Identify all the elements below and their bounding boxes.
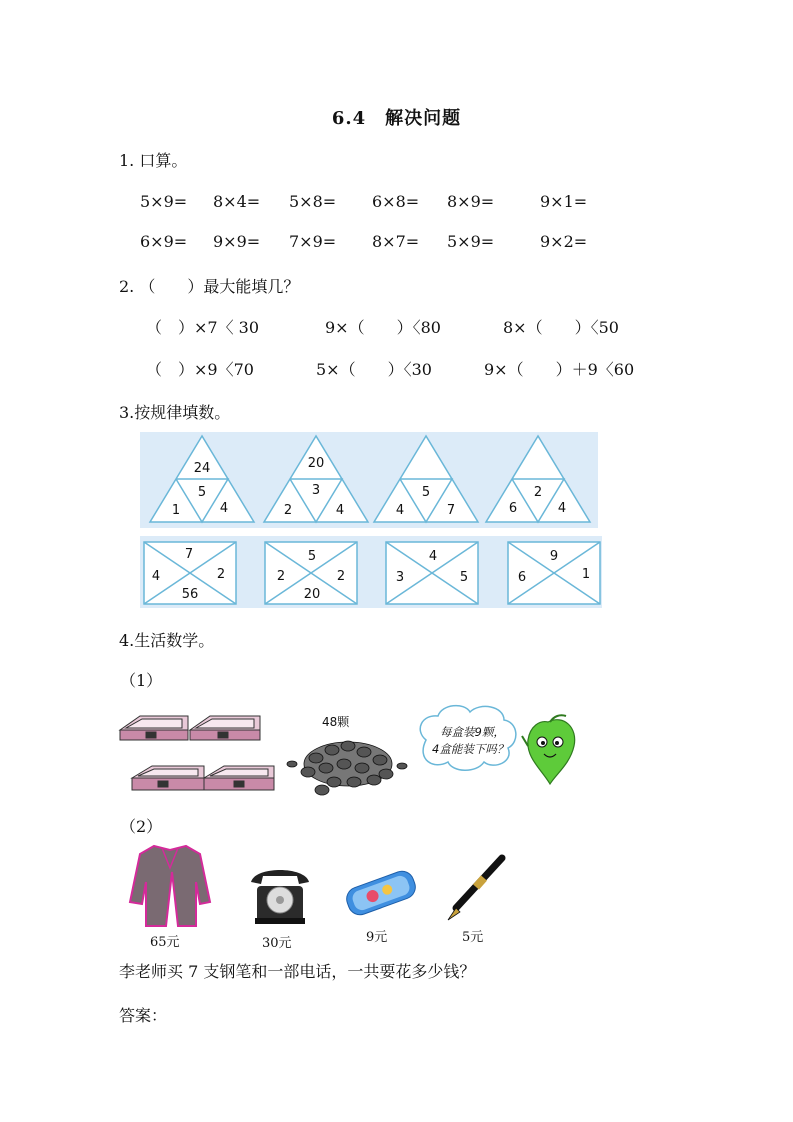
page-title: 6.4 解决问题 [331,108,462,129]
box-top-number: 7 [184,547,194,562]
triangle-right-number: 4 [557,501,567,516]
box-top-number: 5 [307,549,317,564]
speech-text [432,724,508,758]
triangle-left-number: 4 [395,503,405,518]
q1-cell: 6×8= [372,192,420,211]
pencil-case-icon [342,865,420,921]
q2-cell: （ ）×9〈70 [146,360,254,379]
q1-cell: 5×9= [447,232,495,251]
triangle-left-number: 1 [171,503,181,518]
word-problem-question: 李老师买 7 支钢笔和一部电话，一共要花多少钱？ [119,962,476,981]
q1-cell: 9×2= [540,232,588,251]
q2-cell: 9×（ ）〈80 [325,318,441,337]
q2-cell: 9×（ ）＋9〈60 [484,360,635,379]
price-label: 9元 [366,930,388,945]
triangle-right-number: 7 [446,503,456,518]
triangle-center-number: 3 [311,483,321,498]
q2-cell: 8×（ ）〈50 [503,318,619,337]
box-figures [140,536,602,608]
triangle-right-number: 4 [219,501,229,516]
box-right-number: 1 [581,567,591,582]
box-icon [190,716,260,740]
box-left-number: 6 [517,570,527,585]
q2-cell: （ ）×7〈 30 [146,318,260,337]
triangle-top-number: 24 [193,461,211,476]
box-right-number: 2 [216,567,226,582]
box-icon [120,716,188,740]
empty-boxes-illustration [118,712,278,796]
price-label: 5元 [462,930,484,945]
triangle-puzzle [264,436,368,522]
box-icon [132,766,204,790]
q1-cell: 8×4= [213,192,261,211]
q1-cell: 8×7= [372,232,420,251]
triangle-panel [140,432,598,528]
box-top-number: 9 [549,549,559,564]
triangle-right-number: 4 [335,503,345,518]
answer-label: 答案： [119,1006,168,1025]
price-label: 65元 [150,935,180,950]
triangle-puzzle [486,436,590,522]
speech-line: 每盒装9颗， [440,725,505,739]
leaf-character-icon [520,712,580,788]
q1-cell: 9×1= [540,192,588,211]
q1-cell: 8×9= [447,192,495,211]
box-top-number: 4 [428,549,438,564]
price-label: 30元 [262,936,292,951]
box-bottom-number: 20 [303,587,321,602]
triangle-puzzle [150,436,254,522]
fountain-pen-icon [440,852,510,924]
triangle-puzzle [374,436,478,522]
triangle-left-number: 6 [508,501,518,516]
candy-pile-icon [286,728,410,800]
jacket-icon [126,842,216,932]
triangle-center-number: 2 [533,485,543,500]
box-right-number: 5 [459,570,469,585]
triangle-figures [140,432,598,528]
box-bottom-number: 56 [181,587,199,602]
box-right-number: 2 [336,569,346,584]
q1-cell: 9×9= [213,232,261,251]
box-panel [140,536,602,608]
part2-label: （2） [120,817,163,836]
q1-heading: 1. 口算。 [119,151,188,170]
triangle-top-number: 20 [307,456,325,471]
box-icon [204,766,274,790]
q4-heading: 4.生活数学。 [119,631,215,650]
q2-cell: 5×（ ）〈30 [316,360,432,379]
q1-cell: 5×9= [140,192,188,211]
triangle-center-number: 5 [197,485,207,500]
q1-cell: 7×9= [289,232,337,251]
box-left-number: 2 [276,569,286,584]
q1-cell: 5×8= [289,192,337,211]
box-left-number: 4 [151,569,161,584]
q2-heading: 2. （ ）最大能填几？ [119,277,300,296]
telephone-icon [247,860,313,926]
speech-line: 4盒能装下吗？ [432,742,509,756]
candy-count-label: 48颗 [322,715,350,729]
q1-cell: 6×9= [140,232,188,251]
triangle-center-number: 5 [421,485,431,500]
q3-heading: 3.按规律填数。 [119,403,231,422]
triangle-left-number: 2 [283,503,293,518]
part1-label: （1） [120,671,163,690]
box-left-number: 3 [395,570,405,585]
